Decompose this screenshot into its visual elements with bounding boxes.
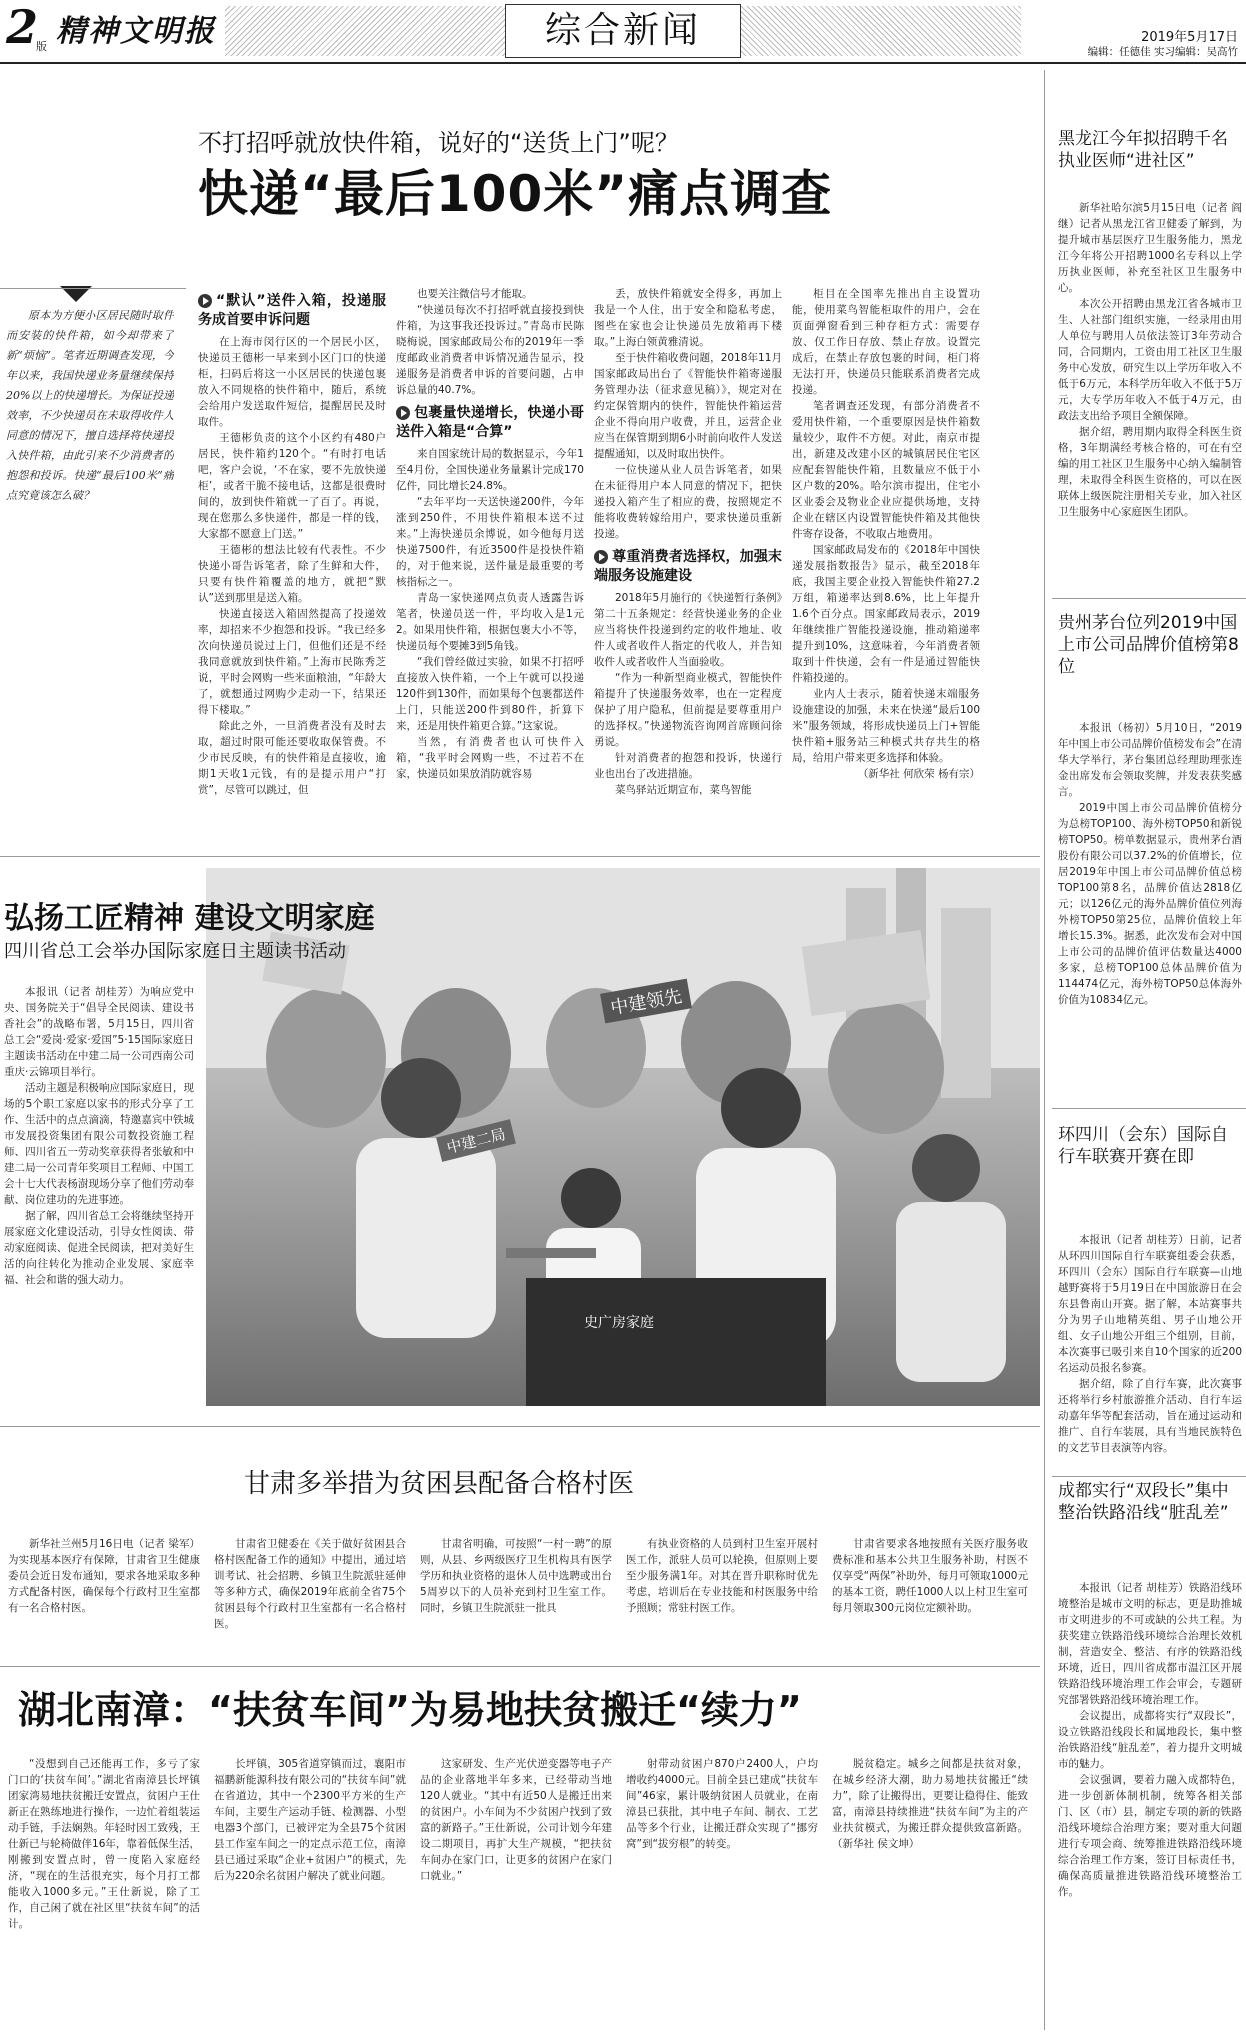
- paragraph: 一位快递从业人员告诉笔者，如果在未征得用户本人同意的情况下，把快递投入箱产生了相应的费，按照规定不能将收费转嫁给用户，要求快递员重新投递。: [594, 464, 782, 540]
- lead-col-3: [594, 286, 782, 848]
- paragraph: 国家邮政局发布的《2018年中国快递发展指数报告》显示，截至2018年底，我国主要企业投入智能快件箱27.2万组，箱递率达到8.6%，比上年提升1.6个百分点。国家邮政局表示，2019年继续推广智能投递设施，推动箱递率提升到10%，这意味着，今年消费者领取到十件快递，会有一件是通过智能快件箱投递的。: [792, 544, 980, 684]
- hubei-top-rule: [0, 1666, 1040, 1667]
- right-article-2-body: [1058, 720, 1242, 1100]
- masthead-rule: [0, 62, 1246, 64]
- paragraph: 2018年5月施行的《快递暂行条例》第二十五条规定：经营快递业务的企业应当将快件投递到约定的收件地址、收件人或者收件人指定的代收人，并告知收件人或者收件人当面验收。: [594, 592, 782, 668]
- paragraph: 柜目在全国率先推出自主设置功能，使用菜鸟智能柜取件的用户，会在页面弹窗看到三种存柜方式：需要存放、仅工作日存放、禁止存放。设置完成后，在禁止存放包裹的时间，柜门将无法打开，快递员只能联系消费者完成投递。: [792, 288, 980, 396]
- paragraph: 笔者调查还发现，有部分消费者不爱用快件箱，一个重要原因是快件箱数量较少，取件不方便。对此，南京市提出，新建及改建小区的城镇居民住宅区应配套智能快件箱，且数量应不低于小区户数的20%。哈尔滨市提出，住宅小区业委会及物业企业应提供场地，支持企业在辖区内设置智能快件箱及其他快件寄存设备，不收取占地费用。: [792, 400, 980, 540]
- right-column-divider: [1044, 70, 1045, 2030]
- paragraph: “去年平均一天送快递200件，今年涨到250件，不用快件箱根本送不过来。”上海快递员余博说，如今他每月送快递7500件，有近3500件是投快件箱的，对于他来说，送件量是最重要的考核指标之一。: [396, 496, 584, 588]
- subhead-text: 包裹量快递增长，快递小哥送件入箱是“合算”: [396, 405, 584, 440]
- paragraph: 针对消费者的抱怨和投诉，快递行业也出台了改进措施。: [594, 752, 782, 780]
- lead-intro-text: 原本为方便小区居民随时取件而安装的快件箱，如今却带来了新“烦恼”。笔者近期调查发现，今年以来，我国快递业务量继续保持20%以上的快递增长。为保证投递效率，不少快递员在未取得收件人同意的情况下，擅自选择将快递投入快件箱，由此引来不少消费者的抱怨和投诉。快递“最后100米”痛点究竟该怎么破？: [6, 309, 174, 502]
- paragraph: 本报讯（记者 胡桂芳）铁路沿线环境整治是城市文明的标志，更是助推城市文明进步的不可或缺的公共工程。为获奖建立铁路沿线环境综合治理长效机制，营造安全、整洁、有序的铁路沿线环境，近日，四川省成都市温江区开展铁路沿线环境治理工作会审会，专题研究部署铁路沿线环境治理工作。: [1058, 1582, 1242, 1706]
- paragraph: 本报讯（记者 胡桂芳）日前，记者从环四川国际自行车联赛组委会获悉，环四川（会东）国际自行车联赛—山地越野赛将于5月19日在中国旅游日在会东县鲁南山开赛。据了解，本站赛事共分为男子山地精英组、男子山地公开组、女子山地公开组三个组别，目前，本次赛事已吸引来自10个国家的近200名运动员报名参赛。: [1058, 1234, 1242, 1374]
- right-article-1-title: 黑龙江今年拟招聘千名执业医师“进社区”: [1058, 129, 1228, 171]
- hubei-col-3: [420, 1756, 612, 2028]
- lead-subhead-1: [198, 292, 386, 330]
- paragraph: 王德彬负责的这个小区约有480户居民，快件箱约120个。“有时打电话吧，客户会说，‘不在家，要不先放快递柜’，或者干脆不接电话，这都是很费时间的，放到快件箱就一了百了。再说，现在您那么多快递件，都是一样的钱，大家都不愿意上门送。”: [198, 432, 386, 540]
- paragraph: 据介绍，除了自行车赛，此次赛事还将举行乡村旅游推介活动、自行车运动嘉年华等配套活动，旨在通过运动和推广、自行车装展，具有当地民族特色的文艺节目表演等内容。: [1058, 1378, 1242, 1454]
- paragraph: 甘肃省要求各地按照有关医疗服务收费标准和基本公共卫生服务补助，村医不仅享受“两保”补助外，每月可领取1000元的基本工资，聘任1000人以上村卫生室可每月领取300元岗位定额补助。: [832, 1538, 1028, 1614]
- lead-col-2: [396, 286, 584, 848]
- paper-name-logo: 精神文明报: [56, 14, 216, 49]
- right-rule-1: [1052, 598, 1246, 599]
- paragraph: 青岛一家快递网点负责人透露告诉笔者，快递员送一件，平均收入是1元2。如果用快件箱，根据包裹大小不等，快递员每个要摊3到5角钱。: [396, 592, 584, 652]
- lead-subhead-2: [396, 404, 584, 442]
- hubei-col-2: [214, 1756, 406, 2028]
- paragraph: 本报讯（杨初）5月10日，“2019年中国上市公司品牌价值榜发布会”在清华大学举行，茅台集团总经理助理张连金出席发布会领取奖牌，并发表获奖感言。: [1058, 722, 1242, 798]
- paragraph: 这家研发、生产光伏逆变器等电子产品的企业落地半年多来，已经带动当地120人就业。“其中有近50人是搬迁出来的贫困户。小车间为不少贫困户找到了致富的新路子。”王仕新说，公司计划今年建设二期项目，再扩大生产规模，“把扶贫车间办在家门口，让更多的贫困户在家门口就业。”: [420, 1758, 612, 1882]
- play-icon: [396, 406, 410, 420]
- right-article-4-title: 成都实行“双段长”集中整治铁路沿线“脏乱差”: [1058, 1481, 1229, 1523]
- gansu-col-1: [8, 1536, 200, 1656]
- paragraph: “没想到自己还能再工作，多亏了家门口的‘扶贫车间’。”湖北省南漳县长坪镇团家湾易地扶贫搬迁安置点，贫困户王仕新正在熟练地进行操作，一边忙着组装运动手链，手法娴熟。年轻时因工致残，王仕新已与轮椅做伴16年，靠着低保生活，刚搬到安置点时，曾一度陷入家庭经济，“现在的生活很充实，每个月打工都能收入1000多元。”王仕新说，除了工作，自己闲了就在社区里“扶贫车间”的活计。: [8, 1758, 200, 1930]
- paragraph: 据介绍，聘用期内取得全科医生资格，3年期满经考核合格的，可在有空编的用工社区卫生服务中心纳入编制管理，未取得全科医生资格的，可以在医联体上级医院注册相关专业，加入社区卫生服务中心家庭医生团队。: [1058, 426, 1242, 518]
- masthead: [0, 0, 1246, 62]
- paragraph: 王德彬的想法比较有代表性。不少快递小哥告诉笔者，除了生鲜和大件，只要有快件箱覆盖的地方，就把“默认”送到那里是送入箱。: [198, 544, 386, 604]
- paragraph: 甘肃省卫健委在《关于做好贫困县合格村医配备工作的通知》中提出，通过培训考试、社会招聘、乡镇卫生院派驻延伸等多种方式，确保2019年底前全省75个贫困县每个行政村卫生室都有一名合格村医。: [214, 1538, 406, 1630]
- masthead-pattern: [225, 6, 505, 56]
- subhead-text: 尊重消费者选择权，加强末端服务设施建设: [594, 549, 782, 584]
- paragraph: 业内人士表示，随着快递末端服务设施建设的加强，未来在快递“最后100米”服务领域，将形成快递员上门+智能快件箱+服务站三种模式共存共生的格局，给用户带来更多选择和体验。: [792, 688, 980, 764]
- section-title: 综合新闻: [544, 10, 701, 51]
- gansu-col-3: [420, 1536, 612, 1656]
- page-number: 2: [6, 0, 39, 54]
- subhead-text: “默认”送件入箱，投递服务成首要申诉问题: [198, 293, 386, 328]
- right-article-4-body: [1058, 1580, 1242, 2028]
- paragraph: 据了解，四川省总工会将继续坚持开展家庭文化建设活动，引导女性阅读、带动家庭阅读、促进全民阅读，把对美好生活的向往转化为推动企业发展、家庭幸福、社会和谐的强大动力。: [4, 1210, 194, 1286]
- paragraph: “作为一种新型商业模式，智能快件箱提升了快递服务效率，也在一定程度保护了用户隐私，但前提是要尊重用户的选择权。”快递物流咨询网首席顾问徐勇说。: [594, 672, 782, 748]
- paragraph: 2019中国上市公司品牌价值榜分为总榜TOP100、海外榜TOP50和新锐榜TOP50。榜单数据显示，贵州茅台酒股份有限公司以37.2%的价值增长，位居2019年中国上市公司品牌价值总榜TOP100第8名，品牌价值达2818亿元；以126亿元的海外品牌价值位列海外榜TOP50第25位，品牌价值较上年增长15.3%。据悉，此次发布会对中国上市公司的品牌价值评估数量达4000多家，总榜TOP100总体品牌价值为114474亿元，海外榜TOP50总体海外价值为10834亿元。: [1058, 802, 1242, 1006]
- paragraph: 新华社兰州5月16日电（记者 梁军）为实现基本医疗有保障，甘肃省卫生健康委员会近日发布通知，要求各地采取多种方式配备村医，确保每个行政村卫生室都有一名合格村医。: [8, 1538, 200, 1614]
- right-article-3-title: 环四川（会东）国际自行车联赛开赛在即: [1058, 1125, 1228, 1167]
- gansu-top-rule: [0, 1426, 1040, 1427]
- intro-rule: [0, 288, 186, 289]
- paragraph: 菜鸟驿站近期宣布，菜鸟智能: [615, 784, 752, 796]
- feature-title: 弘扬工匠精神 建设文明家庭: [4, 901, 375, 936]
- lead-byline: （新华社 何欣荣 杨有宗）: [857, 768, 980, 780]
- gansu-col-5: [832, 1536, 1028, 1656]
- lead-subhead-3: [594, 548, 782, 586]
- paragraph: 快递直接送入箱固然提高了投递效率，却招来不少抱怨和投诉。“我已经多次向快递员说过上门，但他们还是不经我同意就放到快件箱。”上海市民陈秀芝说，平时会网购一些米面粮油，“年龄大了，就想通过网购少走动一下，结果还得下楼取。”: [198, 608, 386, 716]
- paragraph: 至于快件箱收费问题，2018年11月国家邮政局出台了《智能快件箱寄递服务管理办法（征求意见稿）》，规定对在约定保管期内的快件，智能快件箱运营企业不得向用户收费，并且，运营企业应当在保管期到期6小时前向收件人发送提醒通知，以及时取出快件。: [594, 352, 782, 460]
- lead-intro: [6, 306, 174, 506]
- hubei-col-4: [626, 1756, 818, 2028]
- play-icon: [198, 294, 212, 308]
- paragraph: 甘肃省明确，可按照“一村一聘”的原则，从县、乡两级医疗卫生机构具有医学学历和执业资格的退休人员中选聘或出台5周岁以下的人员补充到村卫生室工作。同时，乡镇卫生院派驻一批具: [420, 1538, 612, 1614]
- feature-body: [4, 984, 194, 1424]
- play-icon: [594, 550, 608, 564]
- paragraph: 有执业资格的人员到村卫生室开展村医工作，派驻人员可以轮换，但原则上要至少服务满1年。对其在晋升职称时优先考虑，培训后在专业技能和村医服务中给予照顾；常驻村医工作。: [626, 1538, 818, 1614]
- lead-title: 快递“最后100米”痛点调查: [198, 165, 833, 223]
- section-box: [505, 4, 741, 58]
- gansu-col-4: [626, 1536, 818, 1656]
- gansu-title: 甘肃多举措为贫困县配备合格村医: [244, 1469, 635, 1499]
- photo-sign-2: 史广房家庭: [584, 1315, 654, 1331]
- date-line: 2019年5月17日: [1141, 30, 1238, 45]
- lead-bottom-rule: [0, 856, 1040, 857]
- hubei-title: 湖北南漳：“扶贫车间”为易地扶贫搬迁“续力”: [18, 1688, 802, 1732]
- feature-subtitle: 四川省总工会举办国际家庭日主题读书活动: [4, 941, 346, 962]
- hubei-col-5: [832, 1756, 1028, 2028]
- paragraph: “快递员每次不打招呼就直接投到快件箱，为这事我还投诉过。”青岛市民陈晓梅说，国家邮政局公布的2019年一季度邮政业消费者申诉情况通告显示，投递服务是消费者申诉的首要问题，占申诉总量的40.7%。: [396, 304, 584, 396]
- paragraph: 新华社哈尔滨5月15日电（记者 阎继）记者从黑龙江省卫健委了解到，为提升城市基层医疗卫生服务能力，黑龙江今年将公开招聘1000名专科以上学历执业医师，补充至社区卫生服务中心。: [1058, 202, 1242, 294]
- paragraph: 也要关注微信号才能取。: [417, 288, 533, 300]
- lead-col-4: [792, 286, 980, 848]
- paragraph: 会议提出，成都将实行“双段长”，设立铁路沿线段长和属地段长，集中整治铁路沿线“脏乱差”，着力提升文明城市的魅力。: [1058, 1710, 1242, 1770]
- editors-line: 编辑：任德佳 实习编辑：吴高竹: [1087, 46, 1238, 58]
- paragraph: 丢，放快件箱就安全得多，再加上我是一个人住，出于安全和隐私考虑，图些在家也会让快递员先放箱再下楼取。”上海白领黄雅清说。: [594, 288, 782, 348]
- paragraph: “我们曾经做过实验，如果不打招呼直接放入快件箱，一个上午就可以投递120件到130件，而如果每个包裹都送件上门，只能送200件到80件，折算下来，还是用快件箱更合算。”这家说。: [396, 656, 584, 732]
- paragraph: 长坪镇，305省道穿镇而过，襄阳市福鹏新能源科技有限公司的“扶贫车间”就在省道边，其中一个2300平方米的生产车间，主要生产运动手链、检测器、小型电器3个部门，已被评定为全县75个贫困县工作室车间之一的定点示范工位，南漳县已通过采取“企业+贫困户”的模式，先后为220余名贫困户解决了就业问题。: [214, 1758, 406, 1882]
- paragraph: 射带动贫困户870户2400人，户均增收约4000元。目前全县已建成“扶贫车间”46家，累计吸纳贫困人员就业，在南漳县已获批，其中电子车间、制衣、工艺品等多个行业，让搬迁群众实现了“挪穷窝”到“拔穷根”的转变。: [626, 1758, 818, 1850]
- right-rule-3: [1052, 1476, 1246, 1477]
- paragraph: 除此之外，一旦消费者没有及时去取，超过时限可能还要收取保管费。不少市民反映，有的快件箱是直接收，逾期1天收1元钱，有的是提示用户“打赏”，尽管可以跳过，但: [198, 720, 386, 796]
- paragraph: 会议强调，要着力融入成都特色，进一步创新体制机制，统筹各相关部门、区（市）县，制定专项的新的铁路沿线环境综合治理方案；要对重大问题进行专项会商、统筹推进铁路沿线环境综合治理工作方案，签订目标责任书，确保高质量推进铁路沿线环境整治工作。: [1058, 1774, 1242, 1898]
- paragraph: 本次公开招聘由黑龙江省各城市卫生、人社部门组织实施，一经录用由用人单位与聘用人员依法签订3年劳动合同，合同期内，工资由用工社区卫生服务中心发放，研究生以上学历年收入不低于6万元，本科学历年收入不低于5万元，大专学历年收入不低于4万元，由政法支出给予项目全额保障。: [1058, 298, 1242, 422]
- masthead-pattern-right: [741, 6, 1021, 56]
- paragraph: 脱贫稳定。城乡之间都是扶贫对象，在城乡经济大潮，助力易地扶贫搬迁“续力”，除了让搬得出，更要让稳得住、能致富，南漳县持续推进“扶贫车间”为主的产业扶贫模式，为搬迁群众提供致富新路。（新华社 侯文坤）: [832, 1758, 1028, 1850]
- paragraph: 本报讯（记者 胡桂芳）为响应党中央、国务院关于“倡导全民阅读、建设书香社会”的战略布署，5月15日，四川省总工会“爱岗·爱家·爱国”5·15国际家庭日主题读书活动在中建二局一公司西南公司重庆·云锦项目举行。: [4, 986, 194, 1078]
- right-rule-2: [1052, 1108, 1246, 1109]
- right-article-3-body: [1058, 1232, 1242, 1472]
- paragraph: 当然，有消费者也认可快件入箱，“我平时会网购一些，不过若不在家，快递员如果放消防就容易: [396, 736, 584, 780]
- hubei-col-1: [8, 1756, 200, 2028]
- lead-kicker: 不打招呼就放快件箱，说好的“送货上门”呢？: [198, 129, 679, 157]
- page-suffix: 版: [36, 40, 47, 53]
- paragraph: 活动主题是积极响应国际家庭日，现场的5个职工家庭以家书的形式分享了工作、生活中的点点滴滴，特邀嘉宾中铁城市发展投资集团有限公司数投资施工程师、四川省五一劳动奖章获得者张敏和中建二局一公司青年奖项目工程师、中国工会十七大代表杨澍现场分享了他们劳动奉献、岗位建功的先进事迹。: [4, 1082, 194, 1206]
- lead-col-1: [198, 286, 386, 848]
- paragraph: 来自国家统计局的数据显示，今年1至4月份，全国快递业务量累计完成170亿件，同比增长24.8%。: [396, 448, 584, 492]
- gansu-col-2: [214, 1536, 406, 1656]
- right-article-2-title: 贵州茅台位列2019中国上市公司品牌价值榜第8位: [1058, 613, 1239, 677]
- right-article-1-body: [1058, 200, 1242, 590]
- photo-banner: 中建领先: [600, 979, 692, 1024]
- paragraph: 在上海市闵行区的一个居民小区，快递员王德彬一早来到小区门口的快递柜，扫码后将这一小区居民的快递包裹放入不同规格的快件箱中，随后，系统会给用户发送取件短信，提醒居民及时取件。: [198, 336, 386, 428]
- photo-sign-1: 中建二局: [436, 1119, 516, 1162]
